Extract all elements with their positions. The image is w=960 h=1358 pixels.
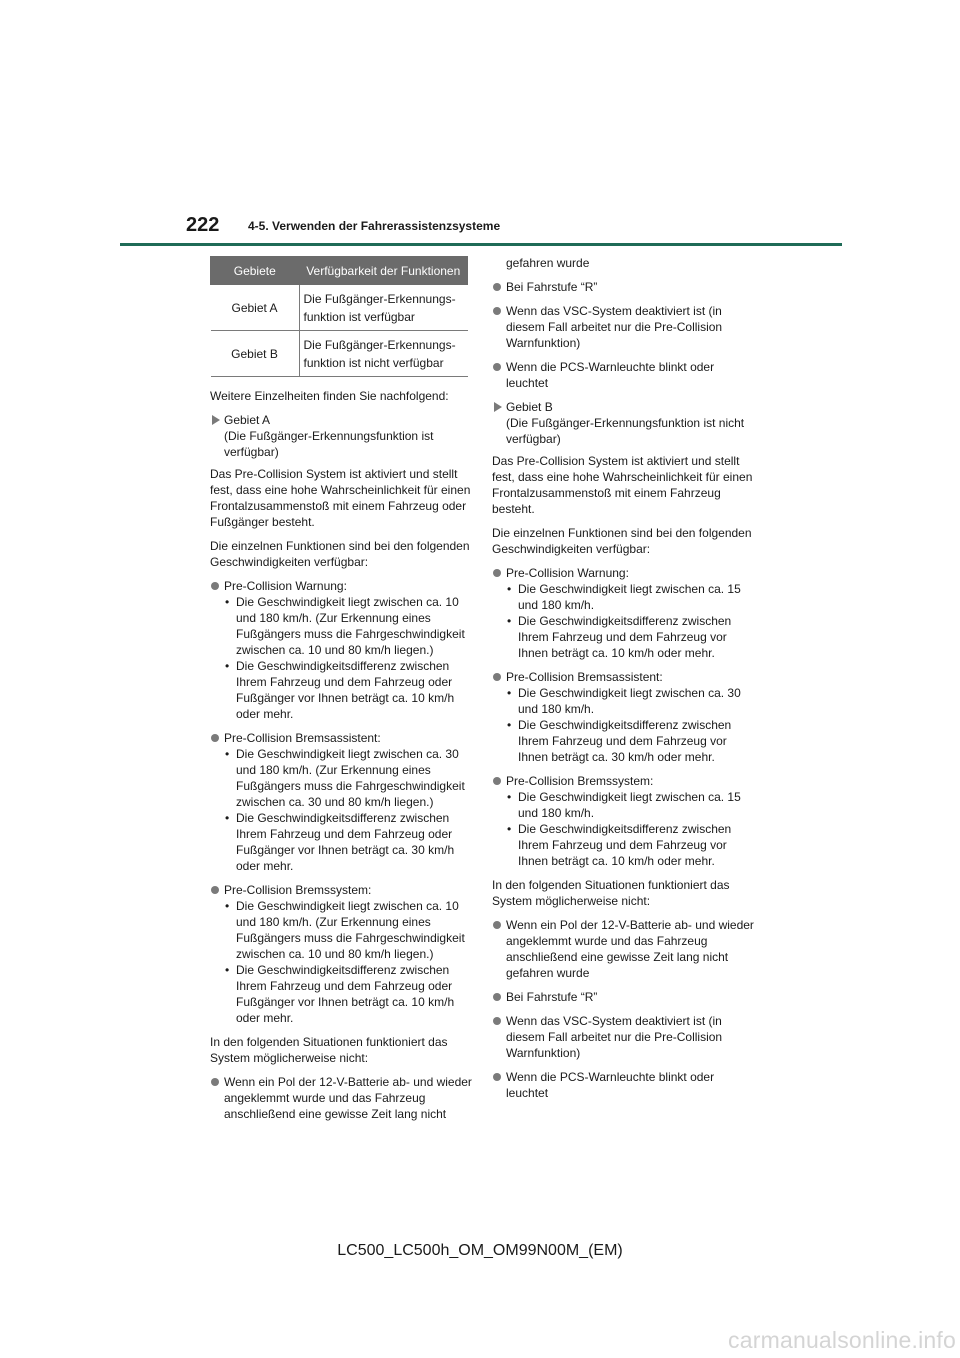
sub-item	[506, 789, 754, 821]
list-item-text: Wenn das VSC-System deaktiviert ist (in diesem Fall arbeitet nur die Pre-Collision Warnfunktion)	[506, 1014, 723, 1060]
sub-item-text: Die Geschwindigkeitsdifferenz zwischen Ihrem Fahrzeug und dem Fahrzeug oder Fußgänger vor Ihnen beträgt ca. 10 km/h oder mehr.	[236, 659, 455, 721]
sub-item-text: Die Geschwindigkeit liegt zwischen ca. 15 und 180 km/h.	[518, 582, 741, 612]
bullet-dot-icon	[493, 1073, 501, 1081]
left-column	[210, 388, 472, 1130]
bullet-dot-icon	[493, 921, 501, 929]
list-item	[210, 578, 472, 722]
sub-bullet-icon: •	[507, 614, 512, 628]
bullet-dot-icon	[211, 582, 219, 590]
list-item-title: Pre-Collision Bremssystem:	[506, 774, 654, 788]
table-cell-availability	[299, 331, 468, 377]
sub-item	[506, 717, 754, 765]
section-title: 4-5. Verwenden der Fahrerassistenzsysteme	[248, 219, 501, 233]
list-item-title: Pre-Collision Warnung:	[506, 566, 629, 580]
list-item-text: Wenn ein Pol der 12-V-Batterie ab- und wieder angeklemmt wurde und das Fahrzeug anschließend eine gewisse Zeit lang nicht gefahren wurde	[506, 918, 754, 980]
area-b-title: Gebiet B	[506, 400, 553, 414]
sub-item	[224, 658, 472, 722]
cell-line: funktion ist nicht verfügbar	[303, 355, 444, 370]
sub-bullet-icon: •	[507, 718, 512, 732]
sub-item	[224, 810, 472, 874]
sub-bullet-icon: •	[507, 686, 512, 700]
list-item	[492, 1013, 754, 1061]
sub-bullet-icon: •	[225, 659, 230, 673]
sub-item-text: Die Geschwindigkeit liegt zwischen ca. 10 und 180 km/h. (Zur Erkennung eines Fußgängers muss die Fahrgeschwindigkeit zwischen ca. 10 und 80 km/h liegen.)	[236, 899, 465, 961]
paragraph: Die einzelnen Funktionen sind bei den folgenden Geschwindigkeiten verfügbar:	[210, 539, 470, 569]
bullet-dot-icon	[493, 363, 501, 371]
paragraph: Das Pre-Collision System ist aktiviert und stellt fest, dass eine hohe Wahrscheinlichkeit für einen Frontalzusammenstoß mit einem Fahrzeug oder Fußgänger besteht.	[210, 467, 471, 529]
sub-item	[224, 746, 472, 810]
sub-item-text: Die Geschwindigkeitsdifferenz zwischen Ihrem Fahrzeug und dem Fahrzeug vor Ihnen beträgt ca. 10 km/h oder mehr.	[518, 614, 732, 660]
list-item-text: Wenn die PCS-Warnleuchte blinkt oder leuchtet	[506, 360, 715, 390]
bullet-dot-icon	[493, 283, 501, 291]
list-item	[492, 773, 754, 869]
continued-text: gefahren wurde	[506, 256, 590, 270]
bullet-dot-icon	[211, 886, 219, 894]
sub-item-text: Die Geschwindigkeit liegt zwischen ca. 30 und 180 km/h. (Zur Erkennung eines Fußgängers muss die Fahrgeschwindigkeit zwischen ca. 30 und 80 km/h liegen.)	[236, 747, 465, 809]
table-header-row	[211, 257, 468, 285]
sub-bullet-icon: •	[225, 963, 230, 977]
sub-item	[224, 962, 472, 1026]
cell-line: Die Fußgänger-Erkennungs-	[303, 291, 456, 306]
sub-bullet-icon: •	[507, 822, 512, 836]
bullet-dot-icon	[493, 1017, 501, 1025]
list-item	[210, 882, 472, 1026]
header-divider	[120, 243, 842, 246]
list-item-text: Wenn die PCS-Warnleuchte blinkt oder leuchtet	[506, 1070, 715, 1100]
bullet-dot-icon	[211, 1078, 219, 1086]
bullet-dot-icon	[493, 777, 501, 785]
sub-item	[506, 685, 754, 717]
list-item	[210, 730, 472, 874]
sub-bullet-icon: •	[225, 899, 230, 913]
list-item-text: Wenn das VSC-System deaktiviert ist (in diesem Fall arbeitet nur die Pre-Collision Warnfunktion)	[506, 304, 723, 350]
area-a-heading	[210, 412, 472, 460]
paragraph: Die einzelnen Funktionen sind bei den folgenden Geschwindigkeiten verfügbar:	[492, 526, 752, 556]
list-item	[492, 1069, 754, 1101]
triangle-arrow-icon	[212, 415, 220, 425]
list-item	[492, 565, 754, 661]
table-row	[211, 285, 468, 331]
list-item-title: Pre-Collision Bremsassistent:	[224, 731, 381, 745]
bullet-dot-icon	[493, 569, 501, 577]
list-item	[210, 1074, 472, 1122]
intro-text: Weitere Einzelheiten finden Sie nachfolgend:	[210, 389, 449, 403]
list-item	[492, 917, 754, 981]
triangle-arrow-icon	[494, 402, 502, 412]
list-item-text: Bei Fahrstufe “R”	[506, 280, 598, 294]
sub-item	[506, 821, 754, 869]
table-header-cell: Gebiete	[211, 257, 300, 285]
table-cell-availability	[299, 285, 468, 331]
area-b-subtitle: (Die Fußgänger-Erkennungsfunktion ist nicht verfügbar)	[506, 416, 745, 446]
area-a-title: Gebiet A	[224, 413, 271, 427]
area-b-heading	[492, 399, 754, 447]
sub-bullet-icon: •	[225, 811, 230, 825]
sub-bullet-icon: •	[225, 747, 230, 761]
list-item-title: Pre-Collision Bremssystem:	[224, 883, 372, 897]
area-a-subtitle: (Die Fußgänger-Erkennungsfunktion ist verfügbar)	[224, 429, 434, 459]
sub-item	[224, 898, 472, 962]
sub-item	[224, 594, 472, 658]
sub-item	[506, 581, 754, 613]
paragraph: In den folgenden Situationen funktioniert das System möglicherweise nicht:	[492, 878, 730, 908]
sub-item-text: Die Geschwindigkeitsdifferenz zwischen Ihrem Fahrzeug und dem Fahrzeug oder Fußgänger vor Ihnen beträgt ca. 30 km/h oder mehr.	[236, 811, 455, 873]
table-cell-area: Gebiet B	[211, 331, 300, 377]
page-header	[186, 214, 846, 240]
bullet-dot-icon	[493, 307, 501, 315]
list-item	[492, 303, 754, 351]
cell-line: funktion ist verfügbar	[303, 309, 415, 324]
list-item-title: Pre-Collision Warnung:	[224, 579, 347, 593]
table-header-cell: Verfügbarkeit der Funktionen	[299, 257, 468, 285]
bullet-dot-icon	[493, 993, 501, 1001]
table-cell-area: Gebiet A	[211, 285, 300, 331]
sub-item-text: Die Geschwindigkeitsdifferenz zwischen Ihrem Fahrzeug und dem Fahrzeug vor Ihnen beträgt ca. 30 km/h oder mehr.	[518, 718, 732, 764]
list-item-text: Wenn ein Pol der 12-V-Batterie ab- und wieder angeklemmt wurde und das Fahrzeug anschließend eine gewisse Zeit lang nicht	[224, 1075, 472, 1121]
list-item	[492, 359, 754, 391]
sub-item	[506, 613, 754, 661]
list-item	[492, 989, 754, 1005]
list-item	[492, 279, 754, 295]
cell-line: Die Fußgänger-Erkennungs-	[303, 337, 456, 352]
bullet-dot-icon	[493, 673, 501, 681]
sub-bullet-icon: •	[225, 595, 230, 609]
paragraph: Das Pre-Collision System ist aktiviert und stellt fest, dass eine hohe Wahrscheinlichkeit für einen Frontalzusammenstoß mit einem Fahrzeug besteht.	[492, 454, 753, 516]
page-number: 222	[186, 214, 220, 236]
bullet-dot-icon	[211, 734, 219, 742]
area-table	[210, 256, 468, 377]
list-item	[492, 669, 754, 765]
sub-bullet-icon: •	[507, 790, 512, 804]
sub-item-text: Die Geschwindigkeitsdifferenz zwischen Ihrem Fahrzeug und dem Fahrzeug vor Ihnen beträgt ca. 10 km/h oder mehr.	[518, 822, 732, 868]
paragraph: In den folgenden Situationen funktioniert das System möglicherweise nicht:	[210, 1035, 448, 1065]
document-id: LC500_LC500h_OM_OM99N00M_(EM)	[337, 1242, 623, 1259]
list-item-text: Bei Fahrstufe “R”	[506, 990, 598, 1004]
sub-item-text: Die Geschwindigkeit liegt zwischen ca. 30 und 180 km/h.	[518, 686, 741, 716]
sub-item-text: Die Geschwindigkeit liegt zwischen ca. 10 und 180 km/h. (Zur Erkennung eines Fußgängers muss die Fahrgeschwindigkeit zwischen ca. 10 und 80 km/h liegen.)	[236, 595, 465, 657]
watermark: carmanualsonline.info	[728, 1327, 956, 1353]
table-row	[211, 331, 468, 377]
sub-item-text: Die Geschwindigkeitsdifferenz zwischen Ihrem Fahrzeug und dem Fahrzeug oder Fußgänger vor Ihnen beträgt ca. 10 km/h oder mehr.	[236, 963, 455, 1025]
list-item-title: Pre-Collision Bremsassistent:	[506, 670, 663, 684]
sub-item-text: Die Geschwindigkeit liegt zwischen ca. 15 und 180 km/h.	[518, 790, 741, 820]
right-column	[492, 255, 754, 1109]
sub-bullet-icon: •	[507, 582, 512, 596]
